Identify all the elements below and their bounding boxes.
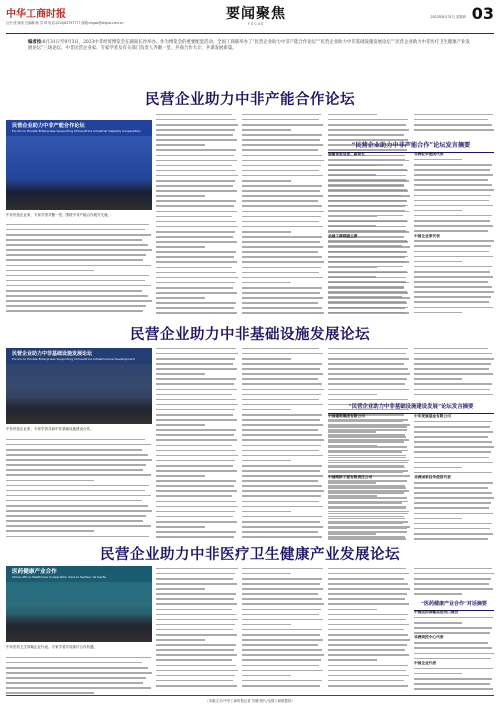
section-2-text-col-2 [156, 346, 238, 541]
body-text-line [156, 534, 238, 539]
section-3-text-col-2 [156, 566, 238, 692]
section-2-sidebar-title: “民营企业助力中非基础设施建设发展”论坛发言摘要 [348, 404, 474, 410]
page-footer: （本版文字/中华工商时报记者 苏珊 图片/全国工商联提供） [205, 699, 295, 703]
section-2-photo-audience [6, 398, 152, 424]
section-2-photo-caption: 中非民营企业家、专家学者共商中非基础设施建设合作。 [6, 427, 94, 431]
section-2-headline: 民营企业助力中非基础设施发展论坛 [130, 326, 370, 343]
sidebar-speaker-subhead: 中国路桥工程有限责任公司 [328, 475, 373, 480]
section-2-photo [6, 348, 152, 424]
sidebar-speaker-subhead: 湖南省委常委、副省长 [328, 152, 365, 156]
sidebar-speaker-subhead: 中国企业代表 [414, 660, 437, 665]
section-1-headline: 民营企业助力中非产能合作论坛 [145, 91, 355, 108]
section-3-text-col-1 [6, 655, 152, 695]
section-1-text-col-3 [242, 112, 324, 320]
section-3-text-col-5 [414, 566, 494, 598]
body-text-line [6, 534, 152, 539]
body-text-line [328, 683, 410, 688]
section-1-photo-caption: 中非民营企业家、专家学者共聚一堂，围绕中非产能合作展开交流。 [6, 213, 111, 217]
section-1-photo-audience [6, 180, 152, 210]
body-text-line [414, 310, 494, 315]
issue-date: 2023年8月31日 星期四 [430, 15, 466, 19]
section-3-sidebar-col-1 [414, 610, 494, 692]
section-2-text-col-3 [242, 346, 324, 541]
section-1-sidebar-col-2 [414, 152, 494, 320]
section-1-text-col-2 [156, 112, 238, 320]
sidebar-speaker-subhead: 全国工商联副主席 [328, 233, 358, 238]
section-3-headline: 民营企业助力中非医疗卫生健康产业发展论坛 [100, 546, 400, 563]
section-3-sidebar-title: “医药健康产业合作”对话摘要 [421, 601, 487, 607]
editor-note-text: 8月31日至9月3日，2023中非经贸博览会在湖南长沙举办。作为博览会的重要配套活动，全国工商联举办了“民营企业助力中非产能合作论坛”“民营企业助力中非基础设施发展论坛”“民营企业助力中非医疗卫生健康产业发展论坛”三场论坛，中非民营企业家、专家学者及有关部门负责人齐聚一堂，共商合作大计，共谋发展新篇。 [28, 40, 470, 52]
sidebar-speaker-subhead: 中非发展基金有限公司 [414, 414, 451, 418]
body-text-line [414, 591, 494, 596]
section-3-text-col-3 [242, 566, 324, 692]
body-text-line [156, 311, 238, 316]
section-3-photo-banner: 医药健康产业合作 China–Africa Healthcare Cooperation dans le Secteur de Santé [6, 566, 152, 582]
body-text-line [6, 691, 152, 695]
section-3-photo-audience [6, 614, 152, 642]
section-1-text-col-5 [414, 112, 494, 134]
body-text-line [328, 310, 408, 315]
section-2-text-col-5 [414, 346, 494, 398]
body-text-line [242, 683, 324, 688]
section-1-sidebar-title: “民营企业助力中非产能合作”论坛发言摘要 [351, 142, 471, 149]
section-subtitle: FOCUS [247, 22, 265, 26]
newspaper-name: 中华工商时报 [6, 9, 66, 20]
sidebar-speaker-subhead: 非洲驻华使团代表 [414, 152, 444, 156]
masthead-divider [6, 33, 494, 34]
editor-note [28, 40, 472, 53]
body-text-line [242, 311, 324, 316]
body-text-line [6, 309, 152, 314]
masthead [6, 3, 494, 33]
body-text-line [414, 127, 494, 132]
body-text-line [328, 536, 408, 541]
section-title: 要闻聚焦 [226, 6, 286, 22]
sidebar-speaker-subhead: 中国建筑集团有限公司 [328, 414, 365, 418]
section-1-sidebar-col-1 [328, 152, 408, 320]
section-2-photo-banner: 民营企业助力中非基础设施发展论坛 Forum on Private Enterprises Supporting China-Africa Infrastructure Development [6, 348, 152, 364]
body-text-line [242, 534, 324, 539]
section-2-sidebar-col-1 [328, 414, 408, 541]
sidebar-speaker-subhead: 非洲疾控中心代表 [414, 635, 444, 640]
section-3-photo [6, 566, 152, 642]
body-text-line [156, 683, 238, 688]
page-number: 03 [471, 4, 494, 23]
body-text-line [414, 686, 494, 691]
sidebar-speaker-subhead: 非洲国家驻华使馆代表 [414, 475, 451, 480]
section-3-text-col-4 [328, 566, 410, 692]
section-1-photo [6, 120, 152, 210]
body-text-line [414, 392, 494, 397]
section-2-sidebar-col-2 [414, 414, 494, 541]
section-3-photo-caption: 中非医药卫生领域企业代表、专家学者共同探讨合作机遇。 [6, 645, 97, 649]
newspaper-contact-info: 社长:张 顾来 总编辑:杨 学 琦 电话:(010)82757777 邮箱:zhgsb@zhgsb.com.cn [6, 21, 124, 25]
footer-divider [6, 695, 494, 696]
section-3-sidebar [414, 600, 494, 692]
sidebar-speaker-subhead: 中国企业家代表 [414, 233, 440, 238]
section-1-photo-banner: 民营企业助力中非产能合作论坛 Forum on Private Enterprises Supporting China-Africa Industrial Capacity Cooperation [6, 120, 152, 136]
section-2-sidebar [328, 402, 494, 541]
section-1-text-col-1 [6, 222, 152, 320]
editor-note-label: 编者按: [28, 40, 43, 45]
sidebar-speaker-subhead: 中国医药保健品进出口商会 [414, 610, 459, 614]
section-1-sidebar [328, 140, 494, 320]
section-2-text-col-1 [6, 437, 152, 541]
body-text-line [414, 536, 494, 541]
